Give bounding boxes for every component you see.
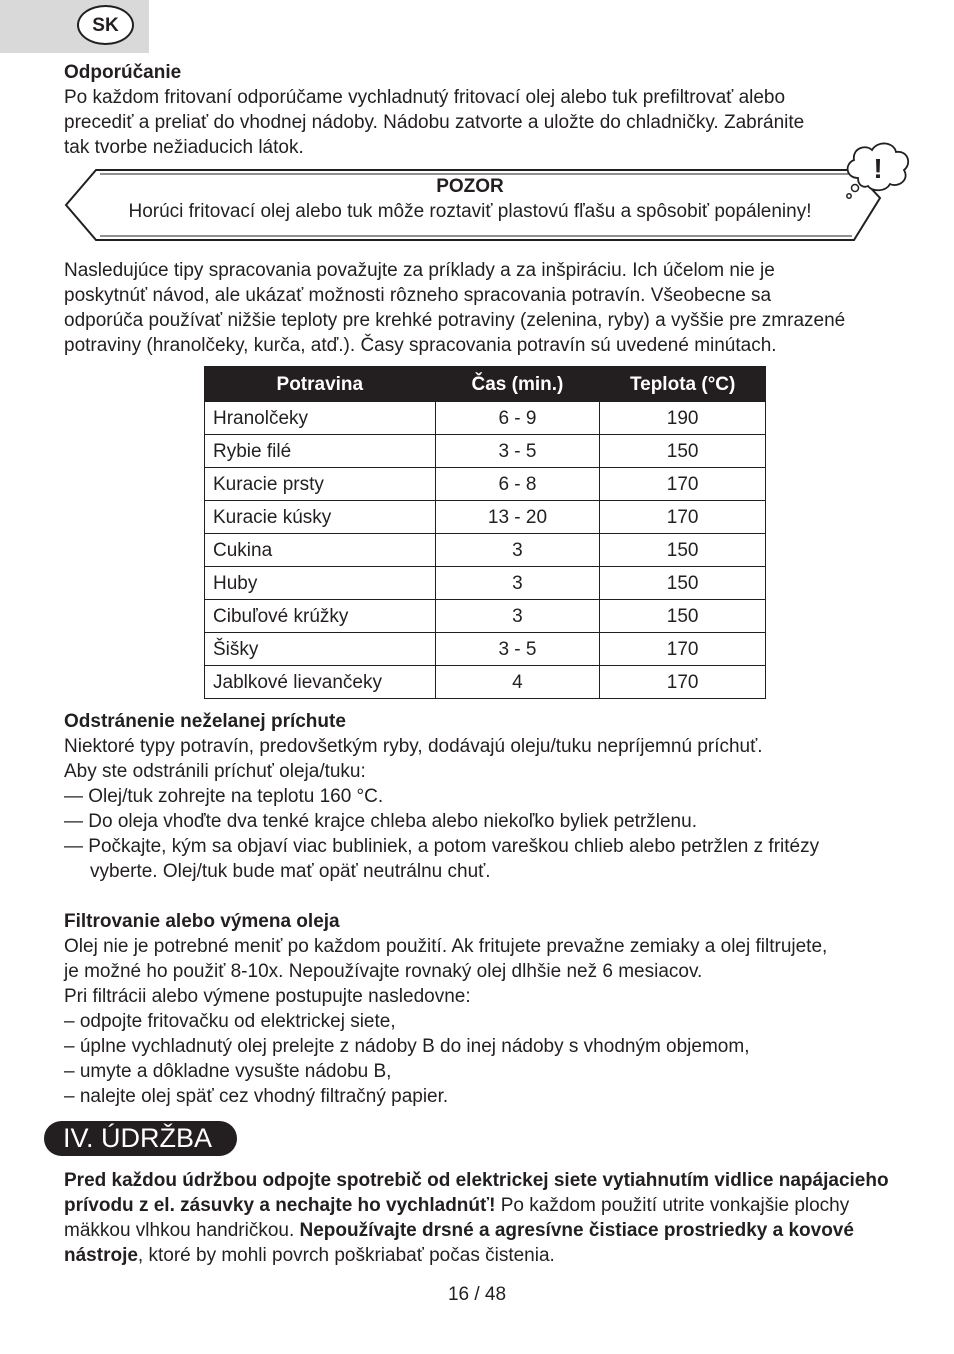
- taste-line: Aby ste odstránili príchuť oleja/tuku:: [64, 761, 366, 782]
- maintenance-text-end: , ktoré by mohli povrch poškriabať počas čistenia.: [137, 1245, 555, 1266]
- table-row: [205, 501, 766, 534]
- maintenance-paragraph: [64, 1168, 894, 1268]
- cell-temperature: 150: [600, 567, 766, 600]
- filter-line: Olej nie je potrebné meniť po každom použití. Ak fritujete prevažne zemiaky a olej filtrujete,: [64, 936, 828, 957]
- table-row: [205, 468, 766, 501]
- intro-line: Nasledujúce tipy spracovania považujte za príklady a za inšpiráciu. Ich účelom nie je: [64, 260, 775, 281]
- cell-time: 3: [435, 600, 600, 633]
- filter-heading: Filtrovanie alebo výmena oleja: [64, 911, 340, 932]
- filter-list-item: – nalejte olej späť cez vhodný filtračný papier.: [64, 1086, 449, 1107]
- maintenance-text: Po každom použití utrite vonkajšie plochy mäkkou vlhkou handričkou.: [64, 1195, 850, 1241]
- maintenance-bold-caution: Nepoužívajte drsné a agresívne čistiace prostriedky a kovové nástroje: [64, 1220, 854, 1266]
- intro-paragraph: [64, 258, 904, 358]
- cell-food: Šišky: [205, 633, 436, 666]
- cell-food: Kuracie kúsky: [205, 501, 436, 534]
- intro-line: odporúča používať nižšie teploty pre krehké potraviny (zelenina, ryby) a vyššie pre zmrazené: [64, 310, 846, 331]
- warning-box: [64, 168, 882, 242]
- cell-temperature: 170: [600, 501, 766, 534]
- cell-food: Huby: [205, 567, 436, 600]
- cell-food: Cibuľové krúžky: [205, 600, 436, 633]
- warning-text: Horúci fritovací olej alebo tuk môže roztaviť plastovú fľašu a spôsobiť popáleniny!: [128, 201, 812, 222]
- table-header-row: [205, 367, 766, 402]
- filter-section: [64, 909, 904, 1109]
- cell-food: Hranolčeky: [205, 402, 436, 435]
- cell-temperature: 190: [600, 402, 766, 435]
- recommendation-line: tak tvorbe nežiaducich látok.: [64, 137, 304, 158]
- language-tab: [0, 0, 149, 53]
- intro-line: poskytnúť návod, ale ukázať možnosti rôzneho spracovania potravín. Všeobecne sa: [64, 285, 772, 306]
- cell-time: 3: [435, 567, 600, 600]
- filter-list-item: – odpojte fritovačku od elektrickej siete,: [64, 1011, 396, 1032]
- table-row: [205, 567, 766, 600]
- cell-temperature: 170: [600, 633, 766, 666]
- cell-time: 3: [435, 534, 600, 567]
- cell-time: 6 - 8: [435, 468, 600, 501]
- filter-list-item: – umyte a dôkladne vysušte nádobu B,: [64, 1061, 392, 1082]
- header-time: Čas (min.): [435, 367, 600, 402]
- header-temperature: Teplota (°C): [600, 367, 766, 402]
- recommendation-line: precediť a preliať do vhodnej nádoby. Nádobu zatvorte a uložte do chladničky. Zabránite: [64, 112, 805, 133]
- table-row: [205, 402, 766, 435]
- filter-line: Pri filtrácii alebo výmene postupujte nasledovne:: [64, 986, 471, 1007]
- page-number: 16 / 48: [447, 1284, 507, 1305]
- cell-time: 3 - 5: [435, 435, 600, 468]
- taste-list-item: — Do oleja vhoďte dva tenké krajce chleba alebo niekoľko byliek petržlenu.: [64, 811, 697, 832]
- intro-line: potraviny (hranolčeky, kurča, atď.). Časy spracovania potravín sú uvedené minútach.: [64, 335, 777, 356]
- taste-section: [64, 709, 904, 884]
- recommendation-section: [64, 60, 904, 160]
- cell-time: 4: [435, 666, 600, 699]
- cell-temperature: 170: [600, 468, 766, 501]
- cell-food: Jablkové lievančeky: [205, 666, 436, 699]
- cooking-table: [204, 366, 766, 699]
- cell-temperature: 150: [600, 435, 766, 468]
- cell-temperature: 170: [600, 666, 766, 699]
- cell-food: Kuracie prsty: [205, 468, 436, 501]
- table-row: [205, 666, 766, 699]
- cell-food: Rybie filé: [205, 435, 436, 468]
- cell-time: 6 - 9: [435, 402, 600, 435]
- header-food: Potravina: [205, 367, 436, 402]
- cell-temperature: 150: [600, 534, 766, 567]
- maintenance-section-title: IV. ÚDRŽBA: [44, 1121, 237, 1156]
- recommendation-line: Po každom fritovaní odporúčame vychladnutý fritovací olej alebo tuk prefiltrovať alebo: [64, 87, 786, 108]
- table-row: [205, 600, 766, 633]
- taste-heading: Odstránenie neželanej príchute: [64, 711, 346, 732]
- table-row: [205, 534, 766, 567]
- maintenance-bold-warning: Pred každou údržbou odpojte spotrebič od elektrickej siete vytiahnutím vidlice napájacieho prívodu z el. zásuvky a nechajte ho vychladnúť!: [64, 1170, 889, 1216]
- taste-list-item: — Počkajte, kým sa objaví viac bubliniek, a potom vareškou chlieb alebo petržlen z fritézy: [64, 836, 820, 857]
- taste-list-item: — Olej/tuk zohrejte na teplotu 160 °C.: [64, 786, 384, 807]
- cell-temperature: 150: [600, 600, 766, 633]
- recommendation-heading: Odporúčanie: [64, 62, 182, 83]
- exclamation-cloud-icon: [838, 138, 914, 204]
- cell-time: 3 - 5: [435, 633, 600, 666]
- cell-food: Cukina: [205, 534, 436, 567]
- exclamation-mark: !: [873, 153, 883, 184]
- warning-title: POZOR: [436, 176, 504, 197]
- taste-line: Niektoré typy potravín, predovšetkým ryby, dodávajú oleju/tuku nepríjemnú príchuť.: [64, 736, 763, 757]
- language-badge: SK: [77, 5, 134, 45]
- cell-time: 13 - 20: [435, 501, 600, 534]
- table-row: [205, 435, 766, 468]
- table-row: [205, 633, 766, 666]
- taste-list-item-continuation: vyberte. Olej/tuk bude mať opäť neutrálnu chuť.: [90, 861, 491, 882]
- filter-line: je možné ho použiť 8-10x. Nepoužívajte rovnaký olej dlhšie než 6 mesiacov.: [64, 961, 703, 982]
- filter-list-item: – úplne vychladnutý olej prelejte z nádoby B do inej nádoby s vhodným objemom,: [64, 1036, 750, 1057]
